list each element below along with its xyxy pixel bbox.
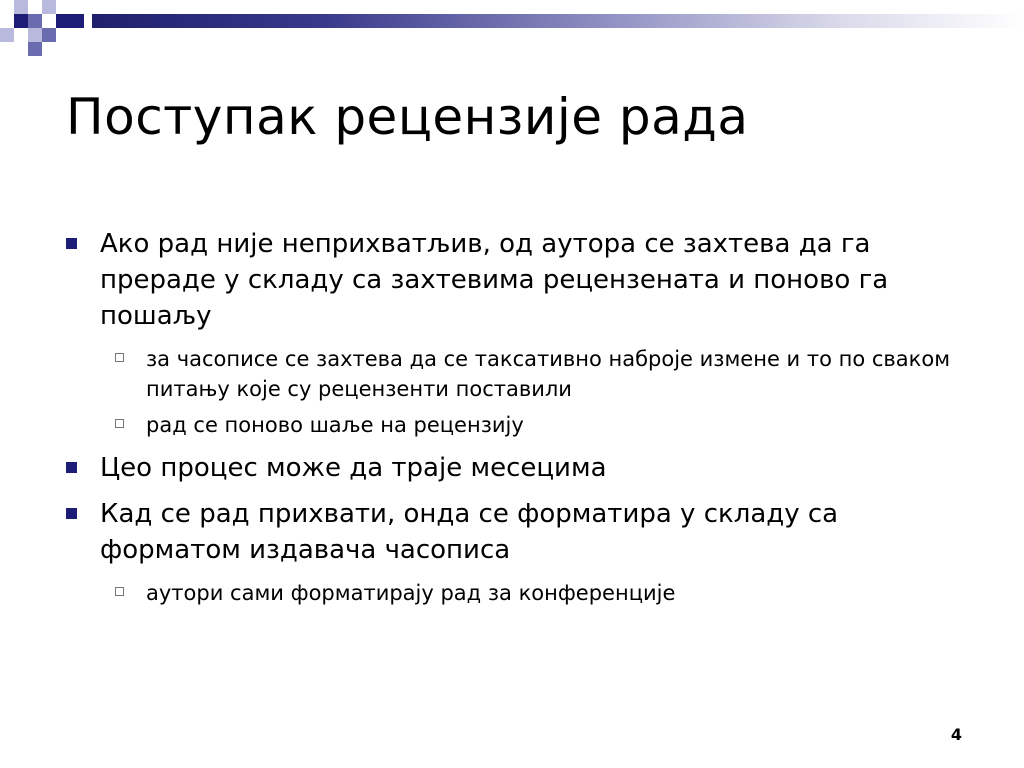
bullet-text: Ако рад није неприхватљив, од аутора се захтева да га пpераде у складу са захтевима рецензената и поново га пошаљу <box>100 229 889 331</box>
sub-bullet-item <box>62 344 962 404</box>
hollow-square-bullet-icon <box>115 419 124 428</box>
deco-square <box>56 14 70 28</box>
square-bullet-icon <box>66 238 77 249</box>
deco-square <box>42 28 56 42</box>
deco-square <box>0 0 14 14</box>
deco-square <box>42 0 56 14</box>
header-gradient-bar <box>92 14 1024 28</box>
sub-bullet-text: рад се поново шаље на рецензију <box>146 413 524 437</box>
deco-square <box>70 14 84 28</box>
deco-square <box>28 42 42 56</box>
sub-bullet-item <box>62 578 962 608</box>
deco-square <box>28 0 42 14</box>
bullet-text: Цео процес може да траје месецима <box>100 453 607 483</box>
slide-title: Поступак рецензије рада <box>66 88 749 146</box>
bullet-text: Кад се рад прихвати, онда се форматира у складу са форматом издавача часописа <box>100 499 839 565</box>
hollow-square-bullet-icon <box>115 353 124 362</box>
square-bullet-icon <box>66 508 77 519</box>
deco-square <box>28 28 42 42</box>
sub-bullet-text: аутори сами форматирају рад за конференције <box>146 581 676 605</box>
header-decoration <box>0 0 1024 60</box>
hollow-square-bullet-icon <box>115 587 124 596</box>
deco-square <box>42 14 56 28</box>
square-bullet-icon <box>66 462 77 473</box>
page-number: 4 <box>950 725 962 744</box>
deco-square <box>14 0 28 14</box>
bullet-item <box>62 226 962 334</box>
deco-square <box>28 14 42 28</box>
deco-square <box>0 28 14 42</box>
bullet-item <box>62 496 962 568</box>
deco-square <box>14 14 28 28</box>
sub-bullet-item <box>62 410 962 440</box>
slide-content <box>62 226 962 614</box>
bullet-item <box>62 450 962 486</box>
sub-bullet-text: за часописе се захтева да се таксативно наброје измене и то по сваком питању које су рецензенти поставили <box>146 347 951 401</box>
